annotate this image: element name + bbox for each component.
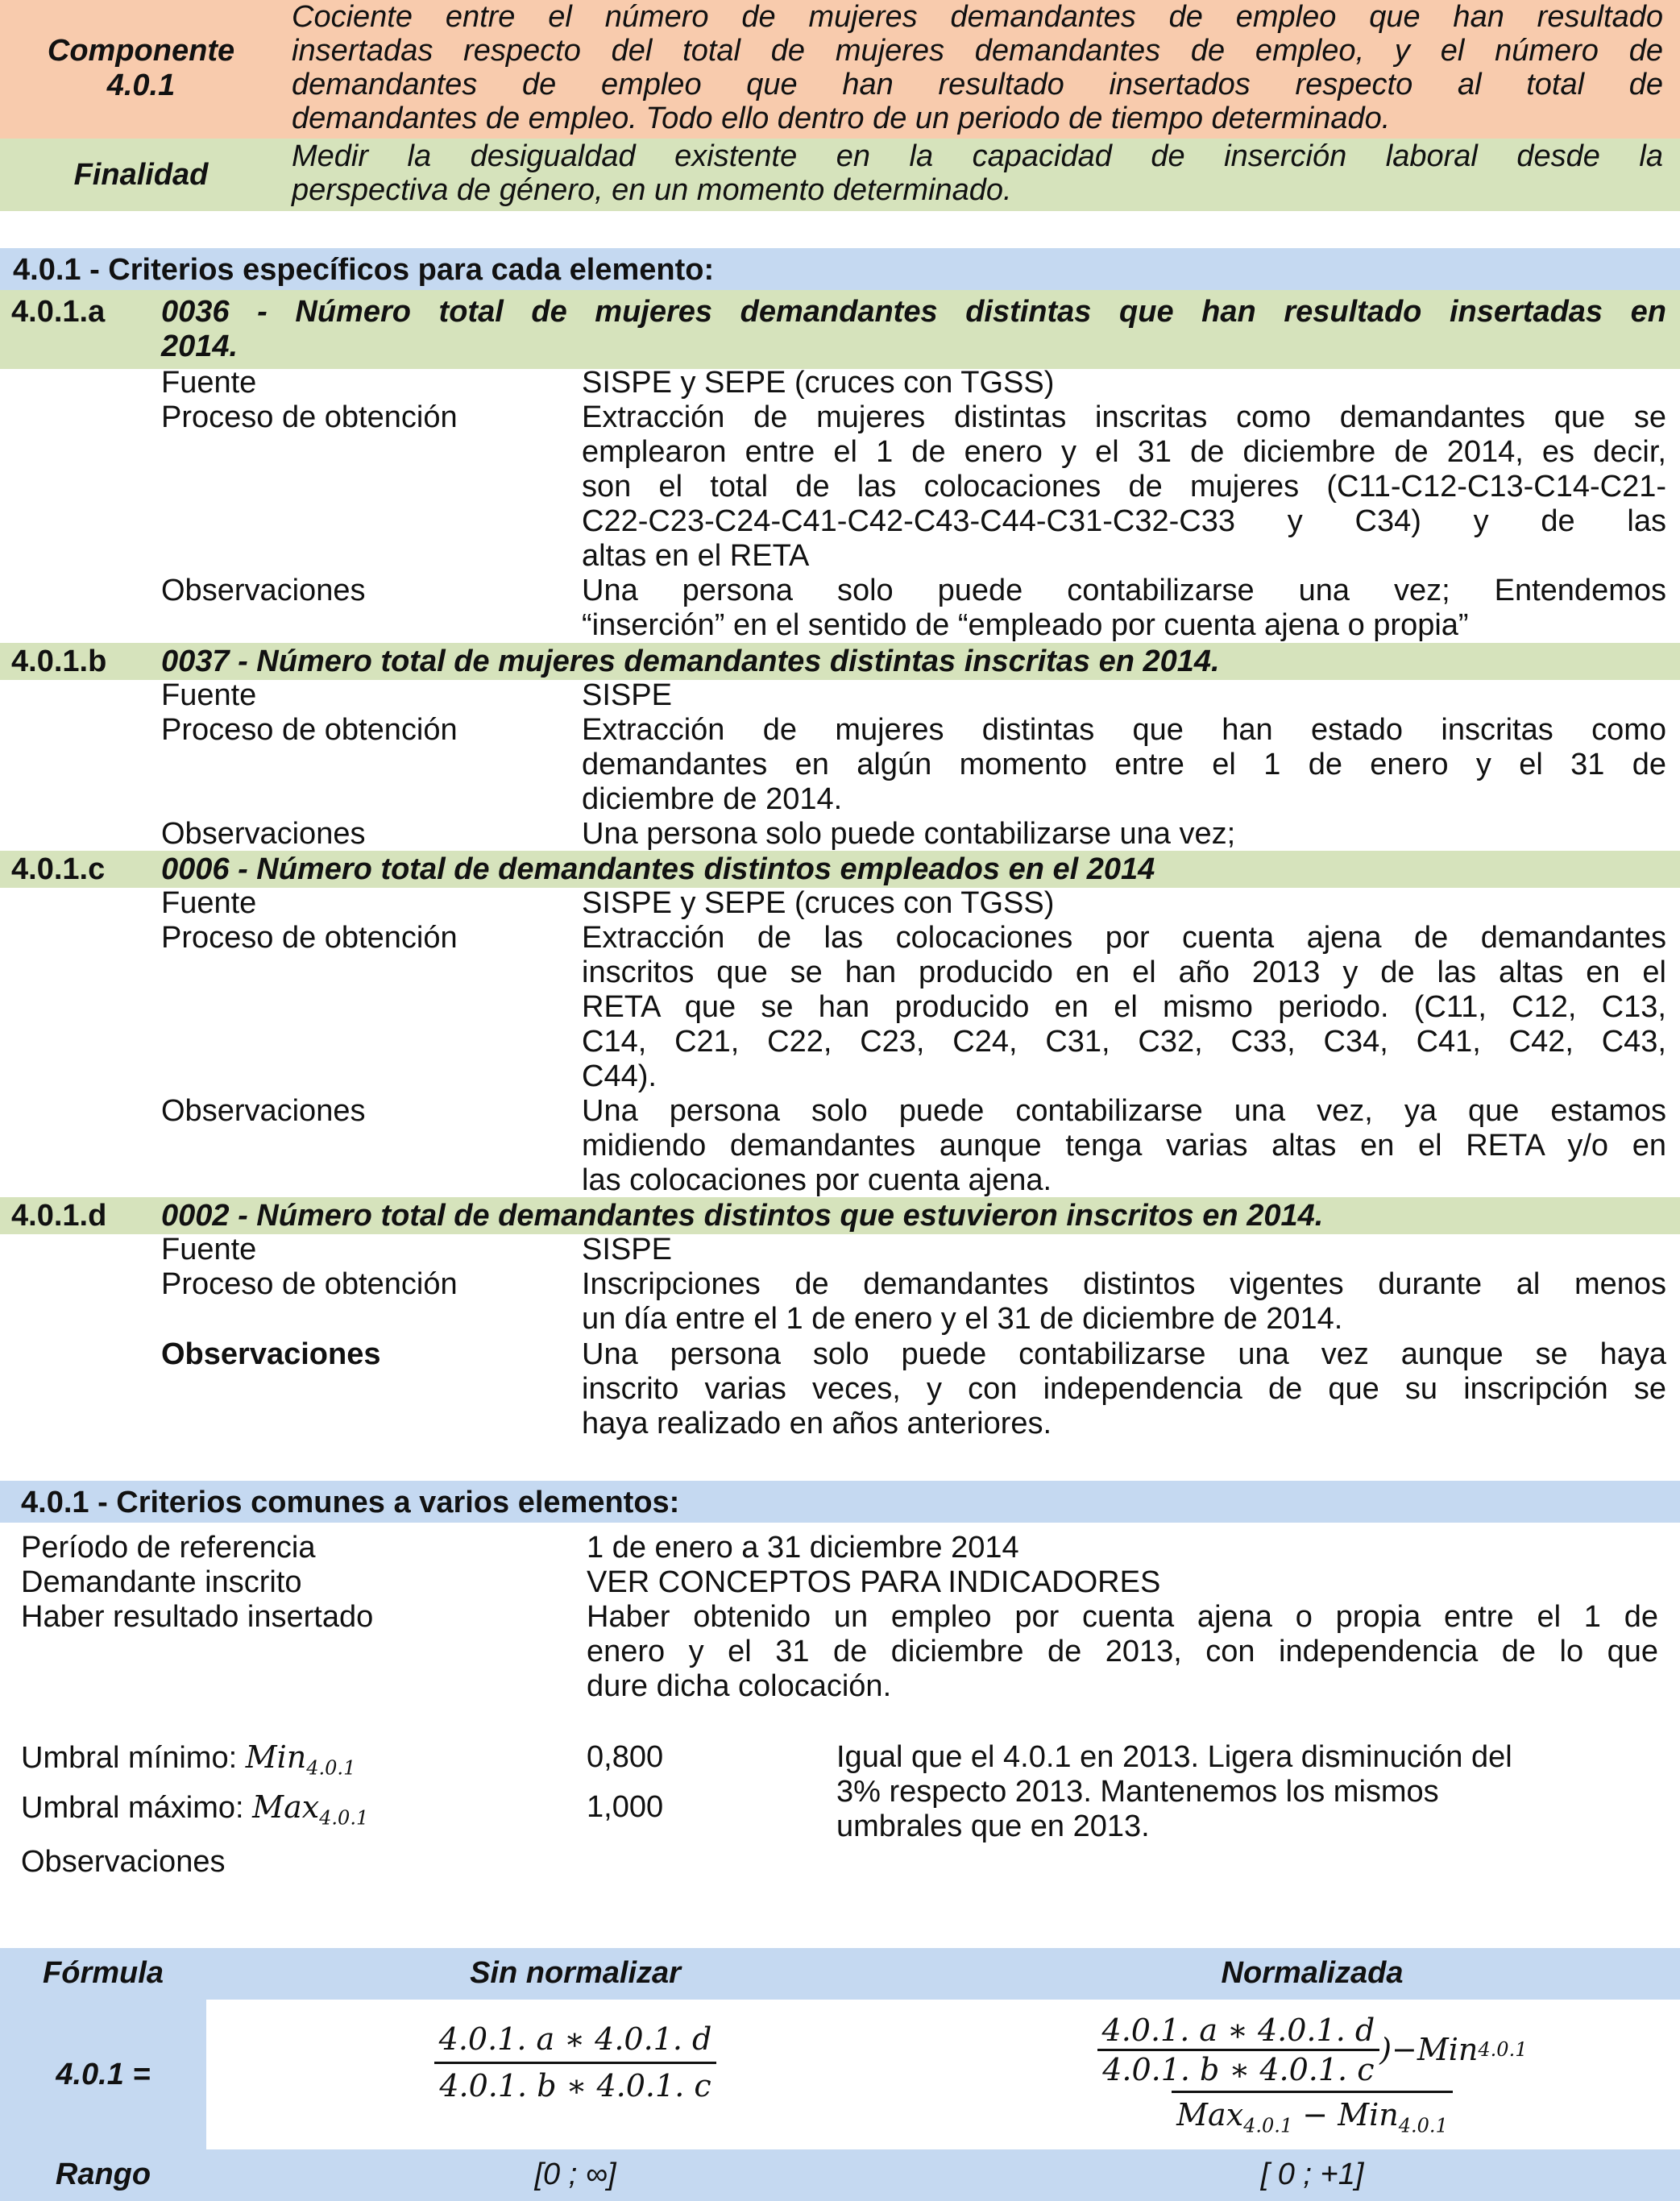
element-a-fuente: SISPE y SEPE (cruces con TGSS) [582,366,1055,400]
element-b-obs-label: Observaciones [161,817,366,851]
umbral-obs-label: Observaciones [21,1845,226,1879]
insertado-label: Haber resultado insertado [21,1600,374,1634]
element-c-code: 4.0.1.c [11,852,106,886]
demandante-value: VER CONCEPTOS PARA INDICADORES [587,1565,1161,1599]
umbral-min-label: Umbral mínimo: Min$_{4.0.1}$ [21,1739,356,1780]
element-d-fuente-label: Fuente [161,1233,257,1266]
element-d-obs: Una persona solo puede contabilizarse una vez aunque se haya inscrito varias veces, y con independencia de que su inscripción se haya realizado en años anteriores. [582,1337,1666,1440]
formula-col-sin-normalizar: Sin normalizar [470,1956,681,1990]
rango-label: Rango [55,2157,151,2191]
periodo-value: 1 de enero a 31 diciembre 2014 [587,1531,1019,1565]
element-b-code: 4.0.1.b [11,645,107,678]
element-b-proceso-label: Proceso de obtención [161,713,458,747]
finalidad-label: Finalidad [73,158,209,192]
element-a-obs: Una persona solo puede contabilizarse una vez; Entendemos “inserción” en el sentido de “empleado por cuenta ajena o propia” [582,574,1666,642]
element-b-fuente-label: Fuente [161,678,257,712]
element-d-code: 4.0.1.d [11,1199,107,1233]
formula-table [0,1948,1680,2201]
specific-title: 4.0.1 - Criterios específicos para cada elemento: [13,253,715,287]
rango-sin-normalizar: [0 ; ∞] [534,2157,616,2191]
element-d-fuente: SISPE [582,1233,672,1266]
formula-sin-normalizar: $\frac{4.0.1. a ∗ 4.0.1. d}{4.0.1. b ∗ 4.0.1. c}$ [206,2022,944,2104]
formula-col-label: Fórmula [43,1956,164,1990]
element-a-code: 4.0.1.a [11,295,106,329]
element-b-title: 0037 - Número total de mujeres demandantes distintas inscritas en 2014. [161,645,1220,678]
element-a-proceso: Extracción de mujeres distintas inscritas como demandantes que se emplearon entre el 1 de enero y el 31 de diciembre de 2014, es decir, son el total de las colocaciones de mujeres (C11-C12-C13-C14-C21- C22-C23-C24-C41-C42-C43-C44-C31-C32-C33 y C34) y de las altas en el RETA [582,400,1666,573]
umbral-note: Igual que el 4.0.1 en 2013. Ligera disminución del 3% respecto 2013. Mantenemos los mismos umbrales que en 2013. [836,1740,1512,1843]
periodo-label: Período de referencia [21,1531,316,1565]
element-c-obs-label: Observaciones [161,1094,366,1128]
componente-label: Componente 4.0.1 [47,34,235,102]
umbral-min-value: 0,800 [587,1740,664,1774]
insertado-value: Haber obtenido un empleo por cuenta ajena o propia entre el 1 de enero y el 31 de diciembre de 2013, con independencia de lo que dure dicha colocación. [587,1600,1658,1703]
finalidad-text: Medir la desigualdad existente en la capacidad de inserción laboral desde la perspectiva de género, en un momento determinado. [292,139,1663,207]
element-a-fuente-label: Fuente [161,366,257,400]
umbral-max-value: 1,000 [587,1790,664,1824]
common-title: 4.0.1 - Criterios comunes a varios elementos: [21,1486,680,1519]
formula-col-normalizada: Normalizada [1221,1956,1404,1990]
element-c-title: 0006 - Número total de demandantes distintos empleados en el 2014 [161,852,1155,886]
formula-row-label: 4.0.1 = [56,2058,151,2091]
element-d-proceso-label: Proceso de obtención [161,1267,458,1301]
element-c-obs: Una persona solo puede contabilizarse una vez, ya que estamos midiendo demandantes aunque tenga varias altas en el RETA y/o en las colocaciones por cuenta ajena. [582,1094,1666,1197]
element-b-fuente: SISPE [582,678,672,712]
element-c-fuente: SISPE y SEPE (cruces con TGSS) [582,886,1055,920]
element-b-obs: Una persona solo puede contabilizarse una vez; [582,817,1236,851]
element-a-proceso-label: Proceso de obtención [161,400,458,434]
element-a-title: 0036 - Número total de mujeres demandantes distintas que han resultado insertadas en 2014. [161,295,1666,363]
componente-text: Cociente entre el número de mujeres demandantes de empleo que han resultado insertadas respecto del total de mujeres demandantes de empleo, y el número de demandantes de empleo que han resultado insertados respecto al total de demandantes de empleo. Todo ello dentro de un periodo de tiempo determinado. [292,0,1663,135]
element-c-proceso-label: Proceso de obtención [161,921,458,955]
element-c-proceso: Extracción de las colocaciones por cuenta ajena de demandantes inscritos que se han producido en el año 2013 y de las altas en el RETA que se han producido en el mismo periodo. (C11, C12, C13, C14, C21, C22, C23, C24, C31, C32, C33, C34, C41, C42, C43, C44). [582,921,1666,1093]
umbral-max-label: Umbral máximo: Max$_{4.0.1}$ [21,1789,369,1830]
rango-normalizada: [ 0 ; +1] [1260,2157,1364,2191]
element-c-fuente-label: Fuente [161,886,257,920]
element-d-title: 0002 - Número total de demandantes distintos que estuvieron inscritos en 2014. [161,1199,1324,1233]
element-a-obs-label: Observaciones [161,574,366,607]
element-b-proceso: Extracción de mujeres distintas que han estado inscritas como demandantes en algún momento entre el 1 de enero y el 31 de diciembre de 2014. [582,713,1666,816]
element-d-proceso: Inscripciones de demandantes distintos vigentes durante al menos un día entre el 1 de enero y el 31 de diciembre de 2014. [582,1267,1666,1336]
element-d-obs-label: Observaciones [161,1337,381,1371]
formula-normalizada: $\frac{4.0.1. a ∗ 4.0.1. d}{4.0.1. b ∗ 4.0.1. c}$ )− Min 4.0.1 Max$_{4.0.1}$ − Min$_{4.0.1}$ [944,2014,1680,2144]
demandante-label: Demandante inscrito [21,1565,302,1599]
